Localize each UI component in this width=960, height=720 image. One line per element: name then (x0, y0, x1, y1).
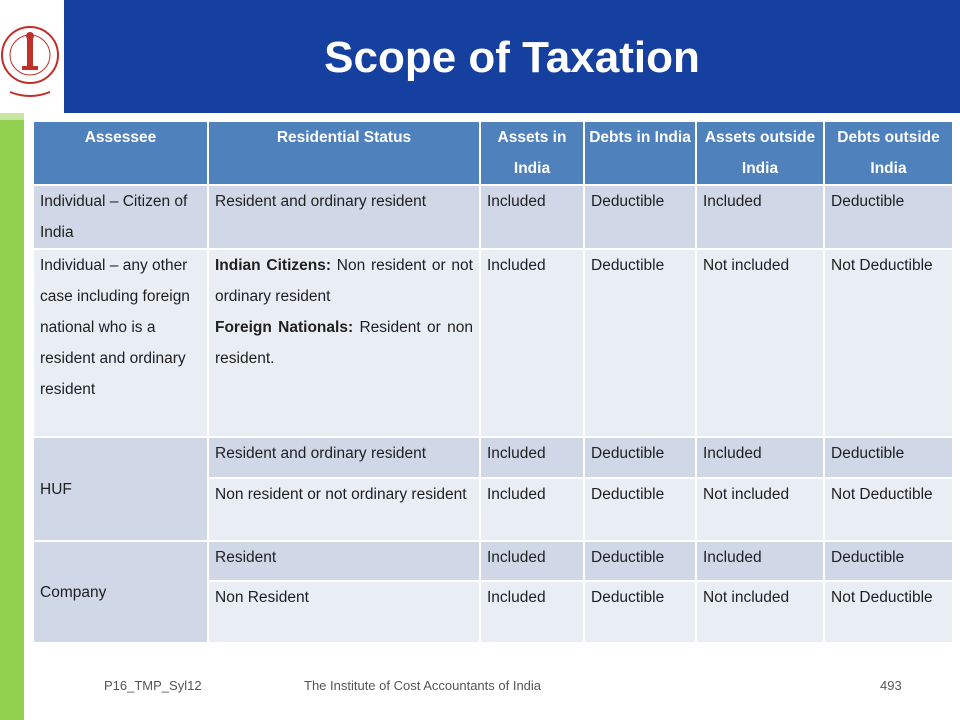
footer-code: P16_TMP_Syl12 (104, 678, 202, 693)
cell-debts-india: Deductible (584, 581, 696, 643)
institute-seal-icon (0, 0, 64, 113)
cell-debts-outside: Deductible (824, 541, 953, 581)
cell-debts-india: Deductible (584, 541, 696, 581)
status-label-indian-citizens: Indian Citizens: (215, 257, 331, 274)
cell-status: Non resident or not ordinary resident (208, 478, 480, 541)
cell-debts-outside: Deductible (824, 437, 953, 478)
cell-assets-outside: Included (696, 437, 824, 478)
column-header-residential-status: Residential Status (208, 121, 480, 185)
cell-debts-outside: Deductible (824, 185, 953, 249)
column-header-debts-outside: Debts outside India (824, 121, 953, 185)
column-header-debts-india: Debts in India (584, 121, 696, 185)
status-label-foreign-nationals: Foreign Nationals: (215, 319, 354, 336)
cell-status: Non Resident (208, 581, 480, 643)
page-title: Scope of Taxation (324, 33, 700, 82)
footer-page-number: 493 (880, 678, 902, 693)
cell-status (208, 249, 480, 437)
cell-assets-india: Included (480, 185, 584, 249)
table-row (33, 541, 953, 581)
cell-status: Resident (208, 541, 480, 581)
column-header-assets-outside: Assets outside India (696, 121, 824, 185)
cell-assessee-company: Company (33, 541, 208, 643)
column-header-assessee: Assessee (33, 121, 208, 185)
cell-assets-india: Included (480, 581, 584, 643)
cell-debts-outside: Not Deductible (824, 478, 953, 541)
cell-debts-india: Deductible (584, 478, 696, 541)
cell-assessee: Individual – Citizen of India (33, 185, 208, 249)
cell-assets-outside: Included (696, 541, 824, 581)
side-accent-top (0, 113, 24, 120)
table-header-row (33, 121, 953, 185)
taxation-table (32, 120, 954, 644)
status-text-indian-citizens: Non resident or not ordinary resident (215, 257, 473, 305)
cell-assessee-huf: HUF (33, 437, 208, 541)
cell-status: Resident and ordinary resident (208, 437, 480, 478)
cell-assets-outside: Included (696, 185, 824, 249)
cell-status: Resident and ordinary resident (208, 185, 480, 249)
cell-assets-india: Included (480, 541, 584, 581)
table-row (33, 249, 953, 437)
institute-logo (0, 0, 64, 113)
side-accent-bar (0, 120, 24, 720)
cell-assets-outside: Not included (696, 249, 824, 437)
cell-assessee: Individual – any other case including foreign national who is a resident and ordinary resident (33, 249, 208, 437)
cell-assets-india: Included (480, 478, 584, 541)
cell-assets-india: Included (480, 249, 584, 437)
cell-assets-outside: Not included (696, 581, 824, 643)
cell-debts-india: Deductible (584, 249, 696, 437)
cell-debts-india: Deductible (584, 437, 696, 478)
table-row (33, 185, 953, 249)
table-row (33, 437, 953, 478)
status-text-foreign-nationals: Resident or non resident. (215, 319, 473, 367)
cell-assets-outside: Not included (696, 478, 824, 541)
cell-debts-outside: Not Deductible (824, 581, 953, 643)
column-header-assets-india: Assets in India (480, 121, 584, 185)
cell-assets-india: Included (480, 437, 584, 478)
cell-debts-india: Deductible (584, 185, 696, 249)
cell-debts-outside: Not Deductible (824, 249, 953, 437)
footer-institute: The Institute of Cost Accountants of India (304, 678, 542, 693)
